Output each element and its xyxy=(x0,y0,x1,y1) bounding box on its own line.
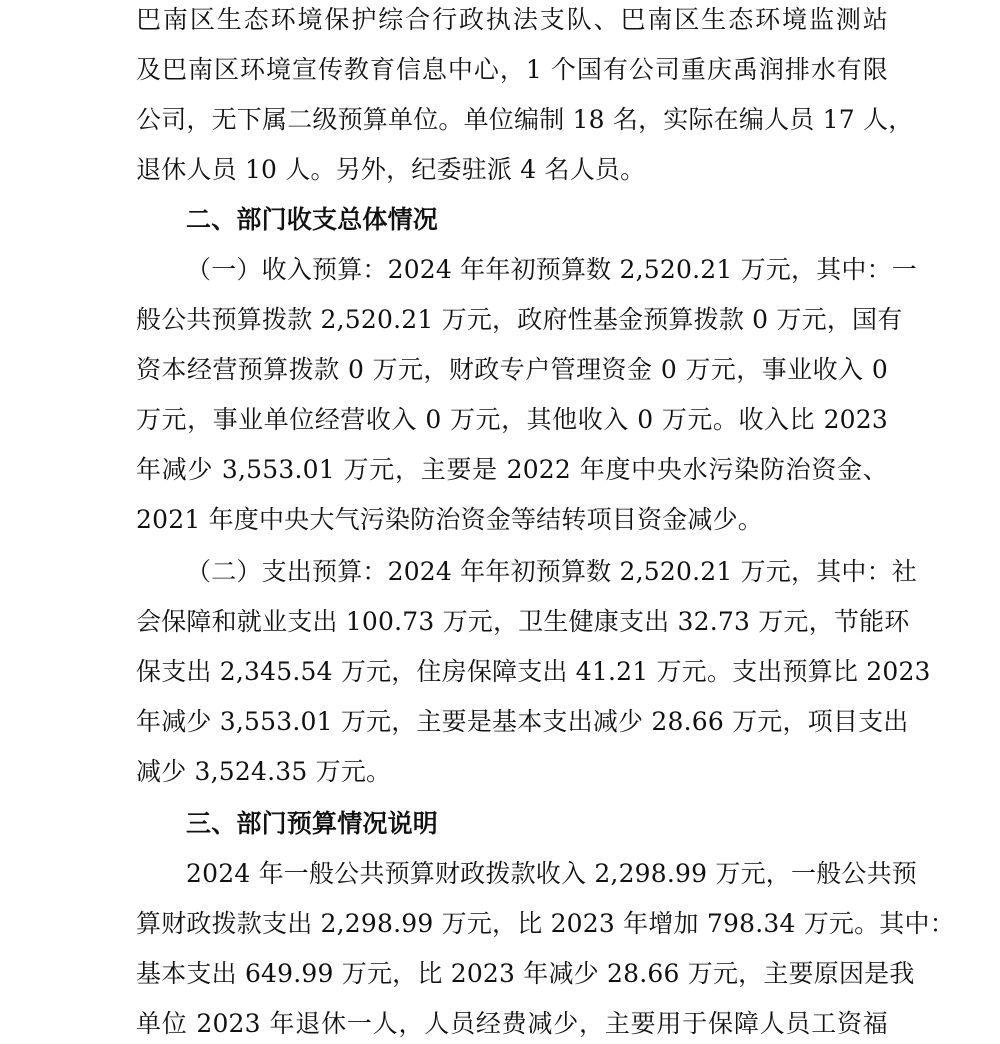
text-line: 年减少 3,553.01 万元，主要是 2022 年度中央水污染防治资金、 xyxy=(136,455,888,484)
text-line: 年减少 3,553.01 万元，主要是基本支出减少 28.66 万元，项目支出 xyxy=(136,707,909,736)
text-line: 及巴南区环境宣传教育信息中心，1 个国有公司重庆禹润排水有限 xyxy=(136,55,888,84)
text-line: 公司，无下属二级预算单位。单位编制 18 名，实际在编人员 17 人， xyxy=(136,105,914,134)
text-line: 单位 2023 年退休一人，人员经费减少，主要用于保障人员工资福 xyxy=(136,1009,888,1038)
text-line: 资本经营预算拨款 0 万元，财政专户管理资金 0 万元，事业收入 0 xyxy=(136,355,888,384)
text-line: 万元，事业单位经营收入 0 万元，其他收入 0 万元。收入比 2023 xyxy=(136,405,888,434)
text-line: （二）支出预算：2024 年年初预算数 2,520.21 万元，其中：社 xyxy=(186,557,917,586)
section-heading: 二、部门收支总体情况 xyxy=(186,205,439,234)
text-line: 保支出 2,345.54 万元，住房保障支出 41.21 万元。支出预算比 2023 xyxy=(136,657,931,686)
text-line: 2024 年一般公共预算财政拨款收入 2,298.99 万元，一般公共预 xyxy=(186,859,917,888)
text-line: 会保障和就业支出 100.73 万元，卫生健康支出 32.73 万元，节能环 xyxy=(136,607,910,636)
text-line: 退休人员 10 人。另外，纪委驻派 4 名人员。 xyxy=(136,155,646,184)
text-line: 2021 年度中央大气污染防治资金等结转项目资金减少。 xyxy=(136,505,763,534)
text-line: （一）收入预算：2024 年年初预算数 2,520.21 万元，其中：一 xyxy=(186,255,917,284)
text-line: 基本支出 649.99 万元，比 2023 年减少 28.66 万元，主要原因是我 xyxy=(136,959,915,988)
text-line: 般公共预算拨款 2,520.21 万元，政府性基金预算拨款 0 万元，国有 xyxy=(136,305,903,334)
text-line: 减少 3,524.35 万元。 xyxy=(136,757,392,786)
text-line: 算财政拨款支出 2,298.99 万元，比 2023 年增加 798.34 万元。其中： xyxy=(136,909,955,938)
text-line: 巴南区生态环境保护综合行政执法支队、巴南区生态环境监测站 xyxy=(136,5,888,34)
section-heading: 三、部门预算情况说明 xyxy=(186,809,439,838)
